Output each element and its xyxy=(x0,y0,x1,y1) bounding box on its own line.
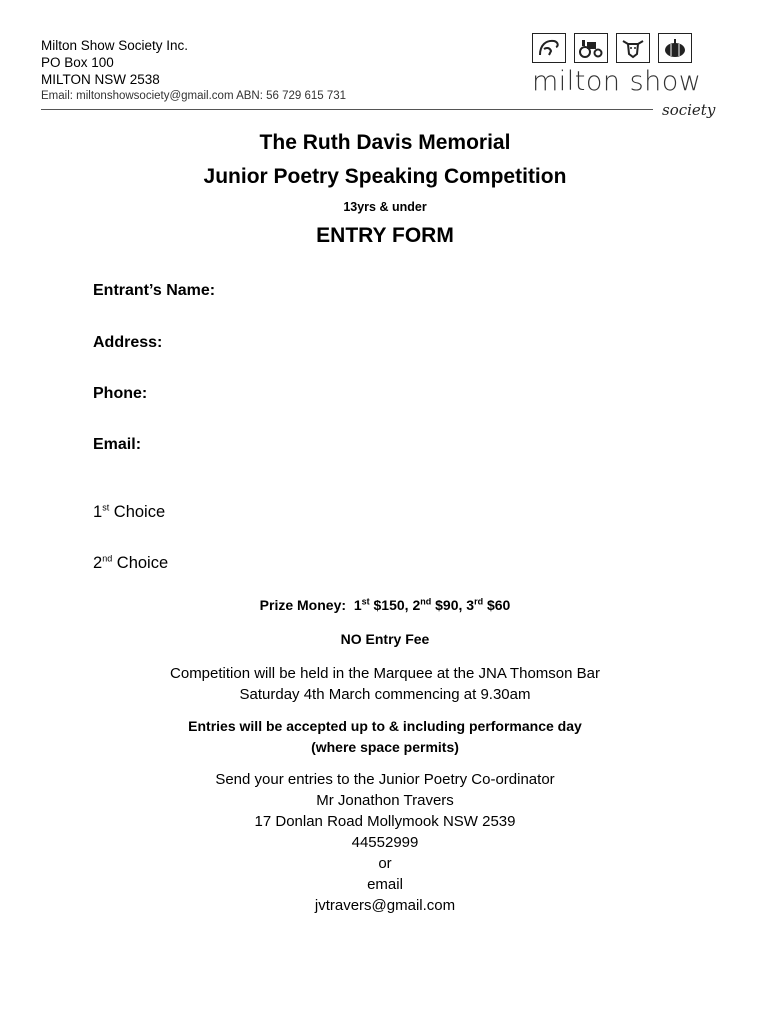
prize-1-num: 1 xyxy=(353,597,362,613)
entries-info xyxy=(0,716,770,758)
send-entries-info xyxy=(0,769,770,916)
logo-brand-text: milton show xyxy=(532,66,702,97)
first-choice-num: 1 xyxy=(93,503,103,521)
cow-icon xyxy=(616,33,650,63)
email-label: Email: xyxy=(93,436,142,453)
venue-info xyxy=(0,663,770,705)
no-entry-fee: NO Entry Fee xyxy=(340,631,430,647)
coordinator-phone: 44552999 xyxy=(351,834,419,851)
prize-2-sup: nd xyxy=(420,596,432,607)
venue-line-1: Competition will be held in the Marquee at the JNA Thomson Bar xyxy=(170,665,600,682)
send-email-label: email xyxy=(367,876,403,893)
send-or: or xyxy=(378,855,392,872)
entries-line-2: (where space permits) xyxy=(311,739,459,755)
address-label: Address: xyxy=(93,334,163,351)
prize-2-amount: $90, xyxy=(431,597,467,613)
venue-line-2: Saturday 4th March commencing at 9.30am xyxy=(239,686,531,703)
po-box: PO Box 100 xyxy=(41,55,114,70)
horse-icon xyxy=(532,33,566,63)
title-line-1: The Ruth Davis Memorial xyxy=(259,131,511,154)
prize-3-amount: $60 xyxy=(483,597,511,613)
milton-show-logo xyxy=(532,33,722,128)
prize-3-num: 3 xyxy=(466,597,475,613)
prize-1-sup: st xyxy=(361,596,370,607)
form-heading: ENTRY FORM xyxy=(316,224,454,247)
prize-2-num: 2 xyxy=(412,597,421,613)
org-name: Milton Show Society Inc. xyxy=(41,38,189,53)
first-choice-text: Choice xyxy=(109,503,166,521)
email-abn: Email: miltonshowsociety@gmail.com ABN: 56 729 615 731 xyxy=(41,90,347,102)
first-choice-label xyxy=(93,503,165,522)
send-line-1: Send your entries to the Junior Poetry Co-ordinator xyxy=(215,771,555,788)
second-choice-sup: nd xyxy=(102,553,113,564)
first-choice-sup: st xyxy=(102,502,110,513)
coordinator-email: jvtravers@gmail.com xyxy=(314,897,456,914)
pumpkin-icon xyxy=(658,33,692,63)
logo-tagline: society xyxy=(662,101,716,119)
second-choice-label xyxy=(93,554,168,573)
town: MILTON NSW 2538 xyxy=(41,72,160,87)
prize-money xyxy=(0,597,770,613)
phone-label: Phone: xyxy=(93,385,148,402)
second-choice-text: Choice xyxy=(112,554,169,572)
tractor-icon xyxy=(574,33,608,63)
coordinator-address: 17 Donlan Road Mollymook NSW 2539 xyxy=(254,813,516,830)
prize-label: Prize Money: xyxy=(259,597,354,613)
second-choice-num: 2 xyxy=(93,554,103,572)
organisation-address xyxy=(41,37,346,105)
prize-1-amount: $150, xyxy=(369,597,413,613)
age-limit: 13yrs & under xyxy=(343,200,427,214)
entrant-name-label: Entrant’s Name: xyxy=(93,282,216,299)
title-line-2: Junior Poetry Speaking Competition xyxy=(203,165,567,188)
prize-3-sup: rd xyxy=(474,596,484,607)
coordinator-name: Mr Jonathon Travers xyxy=(316,792,454,809)
logo-icons xyxy=(532,33,722,63)
entries-line-1: Entries will be accepted up to & including performance day xyxy=(188,718,582,734)
